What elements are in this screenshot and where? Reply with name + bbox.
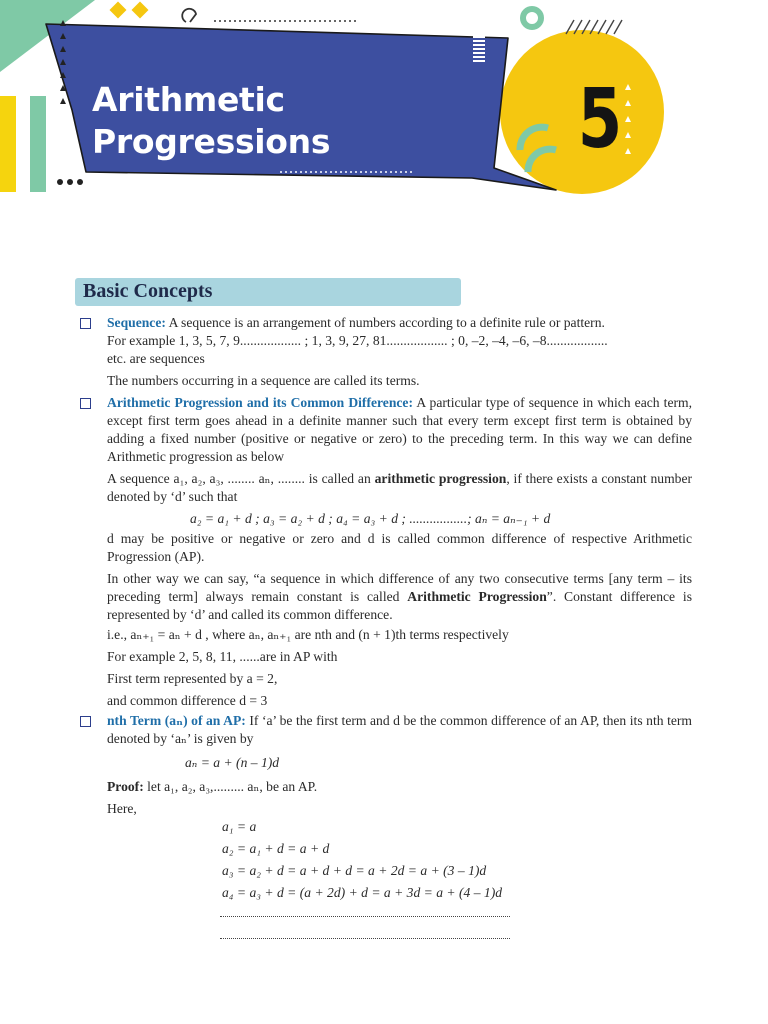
chapter-number: 5 bbox=[577, 72, 623, 167]
checkbox-bullet-icon bbox=[80, 398, 91, 409]
ap-term: Arithmetic Progression and its Common Difference: bbox=[107, 395, 413, 410]
proof-label: Proof: bbox=[107, 779, 144, 794]
sequence-term: Sequence: bbox=[107, 315, 166, 330]
proof-step: a₄ = a₃ + d = (a + 2d) + d = a + 3d = a + (4 – 1)d bbox=[222, 885, 503, 900]
d-note: d may be positive or negative or zero and d is called common difference of respective Arithmetic Progression (AP). bbox=[107, 531, 692, 564]
checkbox-bullet-icon bbox=[80, 716, 91, 727]
proof-line: Proof: let a₁, a₂, a₃,......... aₙ, be an AP. bbox=[107, 779, 318, 794]
ie-line: i.e., aₙ₊₁ = aₙ + d , where aₙ, aₙ₊₁ are nth and (n + 1)th terms respectively bbox=[107, 627, 509, 642]
ap-other-way: In other way we can say, “a sequence in which difference of any two consecutive terms [any term – its preceding term] always remain constant is called Arithmetic Progression”. Constant difference is represented by ‘d’ and called its common difference. bbox=[107, 571, 693, 622]
sequence-examples-end: etc. are sequences bbox=[107, 351, 205, 366]
first-term-line: First term represented by a = 2, bbox=[107, 671, 278, 686]
nth-term-formula: aₙ = a + (n – 1)d bbox=[185, 755, 280, 770]
nth-term-term: nth Term (aₙ) of an AP: bbox=[107, 713, 246, 728]
dots-icon bbox=[57, 179, 83, 185]
ap-definition: Arithmetic Progression and its Common Difference: A particular type of sequence in which each term, except first term goes ahead in a definite manner such that every term except first term is obtained by adding a fixed number (positive or negative or zero) to the preceding term. In this way we can define Arithmetic progression as below bbox=[107, 395, 692, 464]
dotted-continuation-line bbox=[220, 916, 510, 917]
sequence-terms-note: The numbers occurring in a sequence are called its terms. bbox=[107, 373, 420, 388]
yellow-diamond-icon bbox=[110, 2, 127, 19]
sequence-examples: For example 1, 3, 5, 7, 9.................. ; 1, 3, 9, 27, 81.................. ; 0, –2, –4, –6, –8.................. bbox=[107, 333, 608, 348]
common-difference-line: and common difference d = 3 bbox=[107, 693, 268, 708]
checkbox-bullet-icon bbox=[80, 318, 91, 329]
ap-sequence-definition: A sequence a₁, a₂, a₃, ........ aₙ, ........ is called an arithmetic progression, if there exists a constant number denoted by ‘d’ such that bbox=[107, 471, 693, 504]
chapter-title-line-1: Arithmetic bbox=[92, 80, 285, 119]
proof-step: a₁ = a bbox=[222, 819, 257, 834]
chapter-title-line-2: Progressions bbox=[92, 122, 331, 161]
example-line: For example 2, 5, 8, 11, ......are in AP with bbox=[107, 649, 338, 664]
section-header bbox=[75, 278, 461, 306]
nth-term-definition: nth Term (aₙ) of an AP: If ‘a’ be the first term and d be the common difference of an AP, then its nth term denoted by ‘aₙ’ is given by bbox=[107, 713, 692, 746]
sequence-definition: Sequence: A sequence is an arrangement of numbers according to a definite rule or pattern. bbox=[107, 315, 605, 330]
paperclip-icon bbox=[182, 9, 196, 22]
green-bar bbox=[30, 96, 46, 192]
here-label: Here, bbox=[107, 801, 137, 816]
yellow-bar bbox=[0, 96, 16, 192]
ap-recurrence: a₂ = a₁ + d ; a₃ = a₂ + d ; a₄ = a₃ + d ; .................; aₙ = aₙ₋₁ + d bbox=[190, 511, 551, 526]
dotted-continuation-line bbox=[220, 938, 510, 939]
proof-step: a₂ = a₁ + d = a + d bbox=[222, 841, 330, 856]
proof-step: a₃ = a₂ + d = a + d + d = a + 2d = a + (3 – 1)d bbox=[222, 863, 487, 878]
section-heading: Basic Concepts bbox=[83, 280, 213, 302]
green-ring-icon bbox=[523, 9, 541, 27]
